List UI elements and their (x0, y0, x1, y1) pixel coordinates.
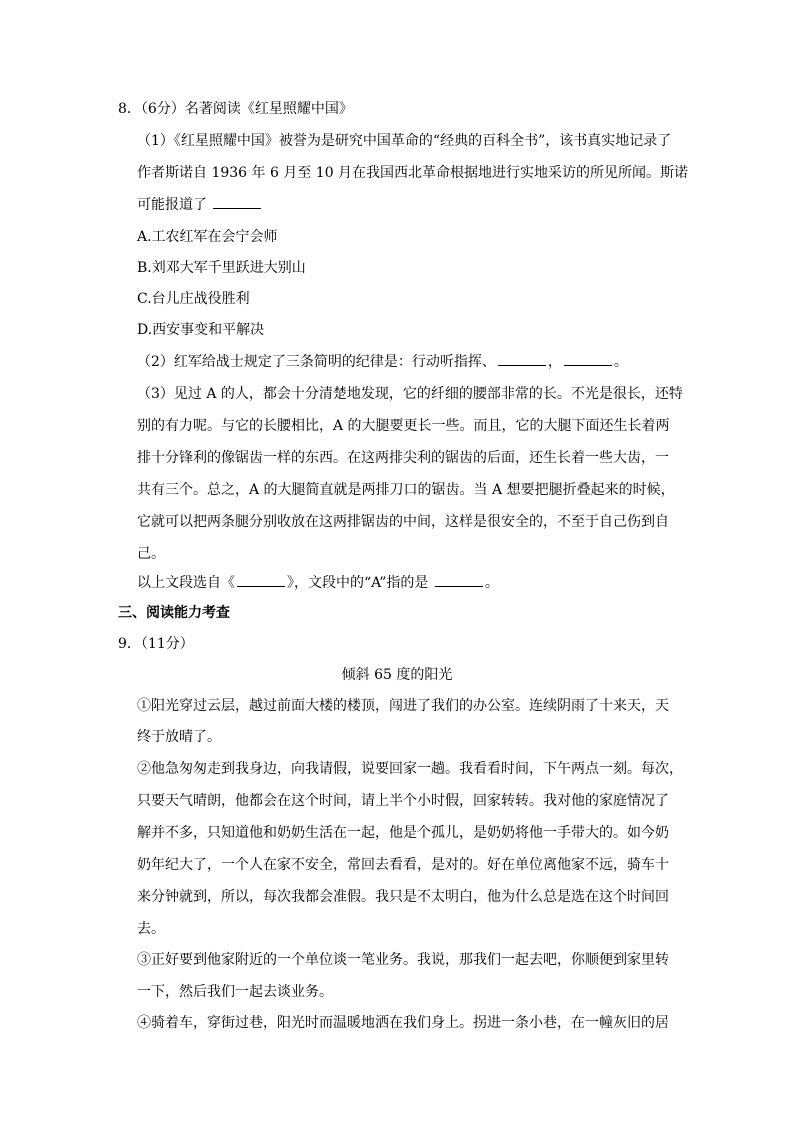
q9-para4-line1: ④骑着车，穿街过巷，阳光时而温暖地洒在我们身上。拐进一条小巷，在一幢灰旧的居 (137, 1015, 669, 1031)
q9-header: 9．（11分） (118, 636, 194, 652)
q9-para2-line3: 解并不多，只知道他和奶奶生活在一起，他是个孤儿，是奶奶将他一手带大的。如今奶 (137, 825, 669, 841)
option-c[interactable]: C.台儿庄战役胜利 (137, 291, 250, 307)
q9-para2-line6: 去。 (137, 921, 165, 937)
q8-source (137, 573, 499, 593)
q8-p3-line4: 共有三个。总之，A 的大腿简直就是两排刀口的锯齿。当 A 想要把腿折叠起来的时候， (137, 482, 675, 498)
q9-para2-line1: ②他急匆匆走到我身边，向我请假，说要回家一趟。我看看时间，下午两点一刻。每次， (137, 761, 683, 777)
option-b[interactable]: B.刘邓大军千里跃进大别山 (137, 260, 306, 276)
q8-p1-line1: （1）《红星照耀中国》被誉为是研究中国革命的“经典的百科全书”，该书真实地记录了 (137, 133, 672, 149)
q9-para3-line2: 一下，然后我们一起去谈业务。 (137, 984, 333, 1000)
q8-p2-end: 。 (613, 354, 628, 370)
answer-blank-q8-3b[interactable] (435, 573, 483, 587)
article-title: 倾斜 65 度的阳光 (341, 667, 453, 683)
q8-p3-line5: 它就可以把两条腿分别收放在这两排锯齿的中间，这样是很安全的，不至于自己伤到自 (137, 514, 669, 530)
q8-p2-comma: ， (547, 354, 562, 370)
q9-para2-line4: 奶年纪大了，一个人在家不安全，常回去看看，是对的。好在单位离他家不远，骑车十 (137, 857, 669, 873)
q8-p2-text: （2）红军给战士规定了三条简明的纪律是：行动听指挥、 (137, 354, 496, 370)
q8-header: 8．（6分）名著阅读《红星照耀中国》 (118, 101, 353, 117)
q9-para1-line1: ①阳光穿过云层，越过前面大楼的楼顶，闯进了我们的办公室。连续阴雨了十来天，天 (137, 698, 669, 714)
q9-para3-line1: ③正好要到他家附近的一个单位谈一笔业务。我说，那我们一起去吧，你顺便到家里转 (137, 952, 669, 968)
q8-p2 (137, 352, 628, 372)
q8-p1-line2: 作者斯诺自 1936 年 6 月至 10 月在我国西北革命根据地进行实地采访的所见所闻。斯诺 (137, 165, 689, 181)
option-a[interactable]: A.工农红军在会宁会师 (137, 229, 278, 245)
q8-p3-line3: 排十分锋利的像锯齿一样的东西。在这两排尖利的锯齿的后面，还生长着一些大齿，一 (137, 450, 669, 466)
q8-p1-line3 (137, 195, 263, 215)
answer-blank-q8-2b[interactable] (564, 352, 612, 366)
answer-blank-q8-2a[interactable] (498, 352, 546, 366)
q9-para1-line2: 终于放晴了。 (137, 729, 221, 745)
q8-source-mid: 》，文段中的“A”指的是 (287, 575, 429, 591)
section-title: 三、阅读能力考查 (118, 605, 230, 621)
q9-para2-line2: 只要天气晴朗，他都会在这个时间，请上半个小时假，回家转转。我对他的家庭情况了 (137, 793, 669, 809)
answer-blank-q8-1[interactable] (213, 195, 261, 209)
q8-p3-line2: 别的有力呢。与它的长腰相比，A 的大腿要更长一些。而且，它的大腿下面还生长着两 (137, 418, 670, 434)
option-d[interactable]: D.西安事变和平解决 (137, 322, 265, 338)
q9-para2-line5: 来分钟就到，所以，每次我都会准假。我只是不太明白，他为什么总是选在这个时间回 (137, 889, 669, 905)
answer-blank-q8-3a[interactable] (237, 573, 285, 587)
q8-p3-line6: 己。 (137, 546, 165, 562)
q8-source-end: 。 (484, 575, 499, 591)
q8-p1-line3-text: 可能报道了 (137, 197, 207, 213)
q8-source-pre: 以上文段选自《 (137, 575, 235, 591)
q8-p3-line1: （3）见过 A 的人，都会十分清楚地发现，它的纤细的腰部非常的长。不光是很长，还特 (137, 386, 683, 402)
